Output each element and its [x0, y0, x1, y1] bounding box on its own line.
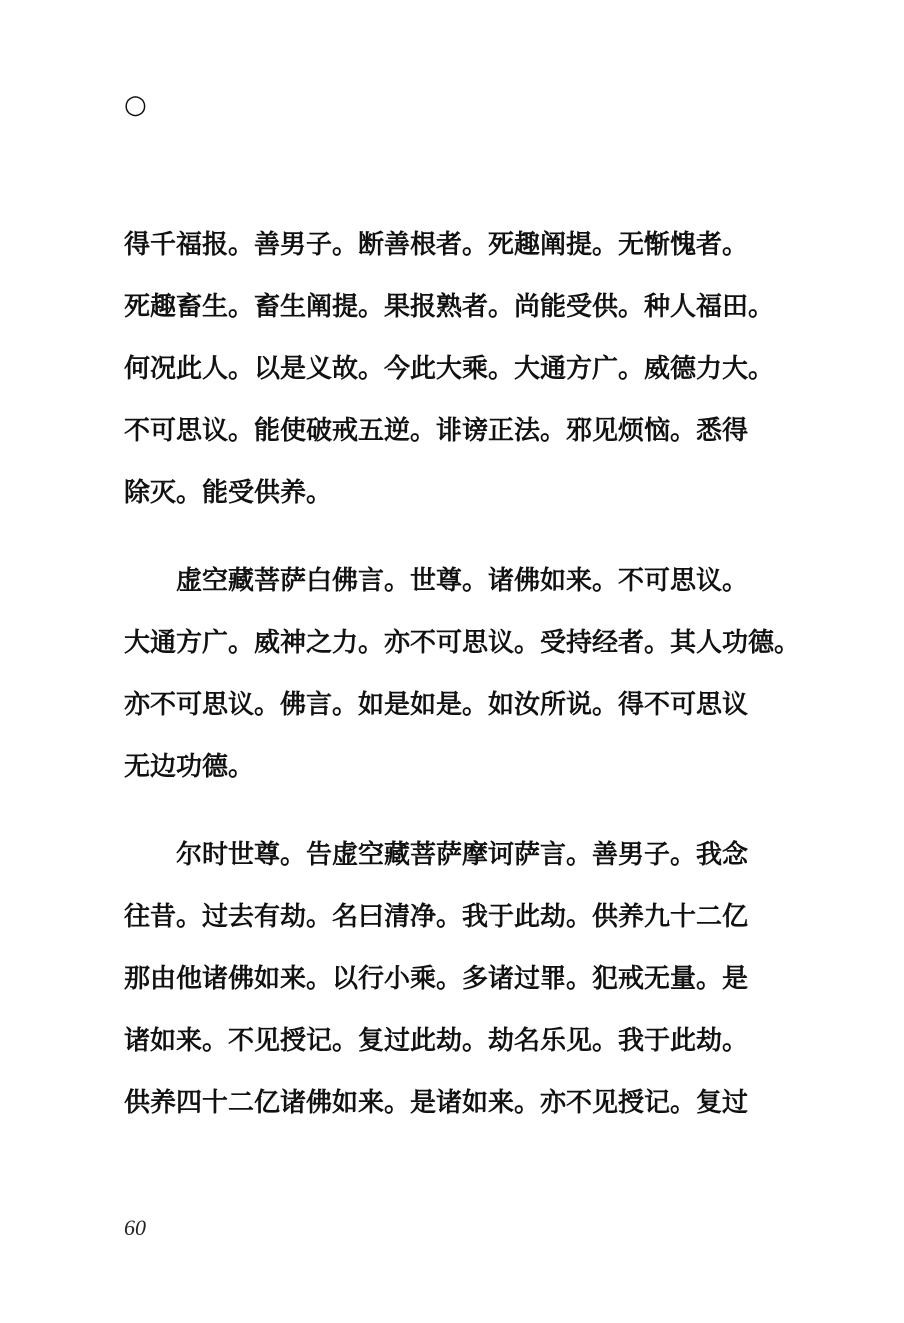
page-number: 60	[124, 1215, 146, 1240]
paragraph-line: 那由他诸佛如来。以行小乘。多诸过罪。犯戒无量。是	[124, 964, 749, 994]
paragraph-line: 虚空藏菩萨白佛言。世尊。诸佛如来。不可思议。	[176, 566, 749, 596]
paragraph-line: 大通方广。威神之力。亦不可思议。受持经者。其人功德。	[124, 628, 801, 658]
paragraph-line: 供养四十二亿诸佛如来。是诸如来。亦不见授记。复过	[124, 1088, 749, 1118]
paragraph-line: 得千福报。善男子。断善根者。死趣阐提。无惭愧者。	[124, 230, 749, 260]
top-circle-mark: ○	[124, 90, 147, 120]
paragraph-line: 死趣畜生。畜生阐提。果报熟者。尚能受供。种人福田。	[124, 292, 775, 322]
paragraph-line: 往昔。过去有劫。名曰清净。我于此劫。供养九十二亿	[124, 902, 749, 932]
paragraph-line: 何况此人。以是义故。今此大乘。大通方广。威德力大。	[124, 354, 775, 384]
paragraph-line: 尔时世尊。告虚空藏菩萨摩诃萨言。善男子。我念	[176, 840, 749, 870]
paragraph-line: 无边功德。	[124, 752, 255, 782]
paragraph-line: 除灭。能受供养。	[124, 478, 333, 508]
paragraph-line: 不可思议。能使破戒五逆。诽谤正法。邪见烦恼。悉得	[124, 416, 749, 446]
paragraph-line: 诸如来。不见授记。复过此劫。劫名乐见。我于此劫。	[124, 1026, 749, 1056]
paragraph-line: 亦不可思议。佛言。如是如是。如汝所说。得不可思议	[124, 690, 749, 720]
